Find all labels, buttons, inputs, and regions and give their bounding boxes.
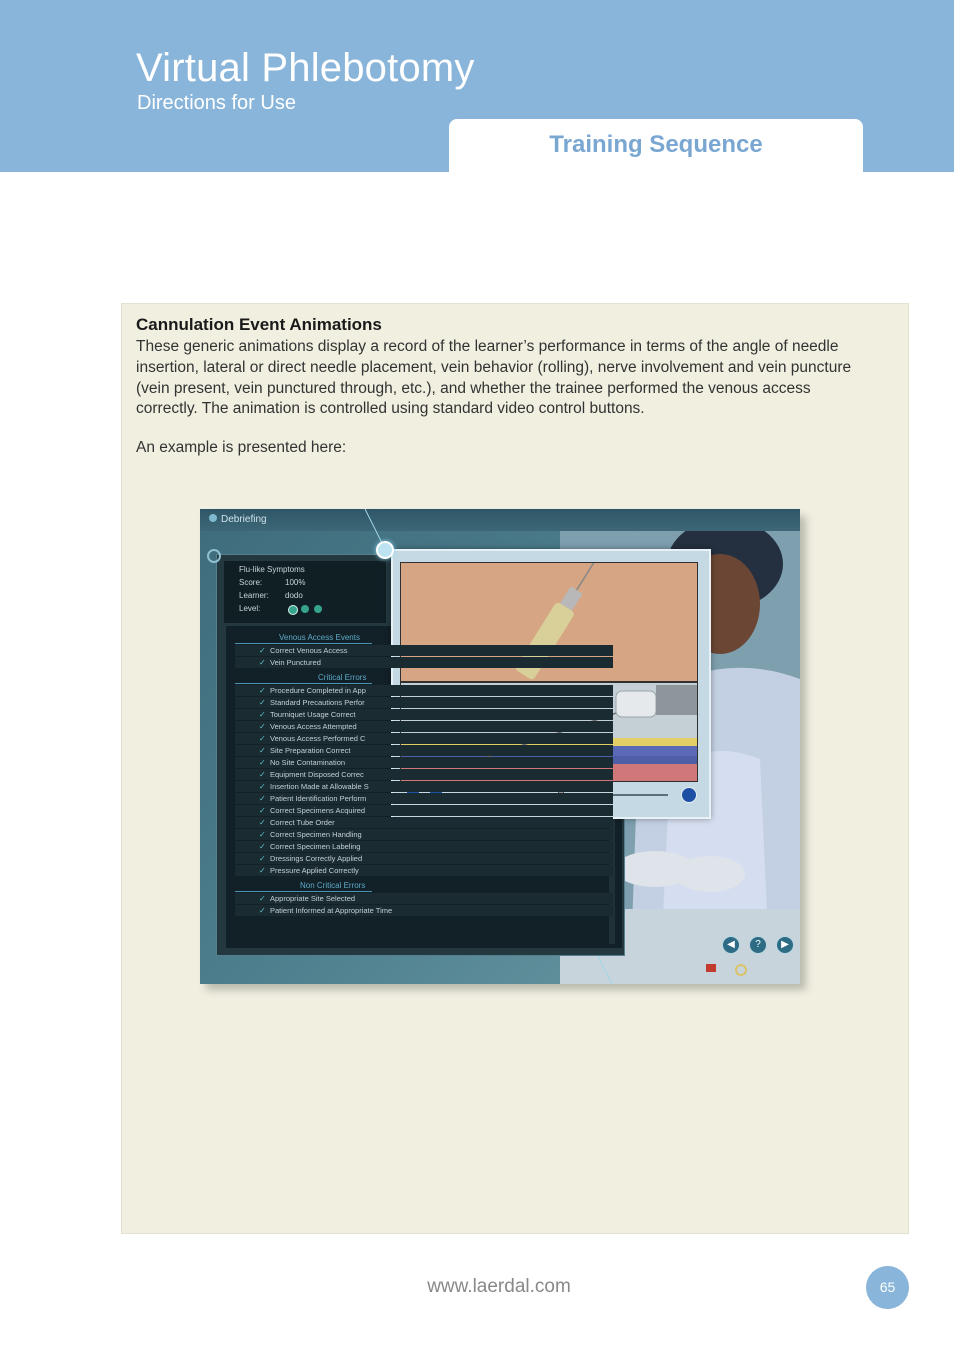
event-row[interactable]: [235, 697, 613, 708]
event-label: Appropriate Site Selected: [270, 894, 356, 903]
page-number: 65: [866, 1266, 909, 1309]
check-icon: ✓: [259, 746, 266, 755]
level-label: Level:: [239, 604, 261, 613]
check-icon: ✓: [259, 894, 266, 903]
event-label: Patient Informed at Appropriate Time: [270, 906, 393, 915]
event-label: Correct Tube Order: [270, 818, 335, 827]
event-row[interactable]: [235, 793, 613, 804]
category-divider: [235, 891, 372, 892]
check-icon: ✓: [259, 842, 266, 851]
check-icon: ✓: [259, 734, 266, 743]
back-arrow-icon[interactable]: ◀: [722, 936, 740, 954]
event-label: Procedure Completed in App: [270, 686, 366, 695]
help-icon[interactable]: ?: [749, 936, 767, 954]
event-label: Tourniquet Usage Correct: [270, 710, 356, 719]
event-row[interactable]: [235, 893, 613, 904]
event-label: Venous Access Attempted: [270, 722, 357, 731]
event-label: Correct Specimens Acquired: [270, 806, 366, 815]
animation-pin-icon[interactable]: [376, 541, 394, 559]
check-icon: ✓: [259, 698, 266, 707]
event-label: Equipment Disposed Correc: [270, 770, 364, 779]
learner-value: dodo: [285, 591, 303, 600]
event-label: Correct Venous Access: [270, 646, 348, 655]
example-intro: An example is presented here:: [136, 439, 347, 456]
event-row[interactable]: [235, 769, 613, 780]
section-tab-label: Training Sequence: [549, 131, 763, 158]
check-icon: ✓: [259, 658, 266, 667]
event-row[interactable]: [235, 865, 613, 876]
debriefing-screenshot: [200, 509, 800, 984]
check-icon: ✓: [259, 758, 266, 767]
check-icon: ✓: [259, 686, 266, 695]
event-label: Correct Specimen Labeling: [270, 842, 361, 851]
check-icon: ✓: [259, 710, 266, 719]
event-row[interactable]: [235, 733, 613, 744]
event-row[interactable]: [235, 685, 613, 696]
score-value: 100%: [285, 578, 306, 587]
event-row[interactable]: [235, 905, 613, 916]
event-label: Site Preparation Correct: [270, 746, 351, 755]
event-label: No Site Contamination: [270, 758, 346, 767]
check-icon: ✓: [259, 794, 266, 803]
category-heading: Critical Errors: [318, 673, 367, 682]
check-icon: ✓: [259, 830, 266, 839]
category-heading: Non Critical Errors: [300, 881, 366, 890]
window-title: Debriefing: [221, 514, 267, 525]
event-row[interactable]: [235, 853, 613, 864]
category-divider: [235, 643, 372, 644]
confirm-check-button[interactable]: [681, 787, 697, 803]
event-label: Insertion Made at Allowable S: [270, 782, 369, 791]
check-icon: ✓: [259, 770, 266, 779]
document-title: Virtual Phlebotomy: [136, 46, 475, 90]
event-row[interactable]: [235, 709, 613, 720]
forward-arrow-icon[interactable]: ▶: [776, 936, 794, 954]
document-subtitle: Directions for Use: [137, 92, 296, 114]
event-row[interactable]: [235, 829, 613, 840]
panel-pin-icon[interactable]: [207, 549, 221, 563]
event-label: Venous Access Performed C: [270, 734, 366, 743]
search-icon[interactable]: [735, 964, 747, 976]
level-dot-3: [314, 605, 322, 613]
score-label: Score:: [239, 578, 263, 587]
event-row[interactable]: [235, 745, 613, 756]
event-label: Vein Punctured: [270, 658, 321, 667]
event-row[interactable]: [235, 817, 613, 828]
event-row[interactable]: [235, 781, 613, 792]
section-heading: Cannulation Event Animations: [136, 315, 382, 334]
event-row[interactable]: [235, 841, 613, 852]
section-body: These generic animations display a record of the learner’s performance in terms of the angle of needle insertion, lateral or direct needle placement, vein behavior (rolling), nerve involvement and vein puncture (vein present, vein punctured through, etc.), and whether the trainee performed the venous access correctly. The animation is controlled using standard video control buttons.: [136, 338, 852, 418]
check-icon: ✓: [259, 866, 266, 875]
case-info-box: [224, 561, 386, 623]
event-label: Standard Precautions Perfor: [270, 698, 365, 707]
event-row[interactable]: [235, 645, 613, 656]
event-row[interactable]: [235, 721, 613, 732]
event-label: Patient Identification Perform: [270, 794, 367, 803]
category-divider: [235, 683, 372, 684]
check-icon: ✓: [259, 906, 266, 915]
check-icon: ✓: [259, 854, 266, 863]
event-row[interactable]: [235, 657, 613, 668]
check-icon: ✓: [259, 722, 266, 731]
category-heading: Venous Access Events: [279, 633, 360, 642]
event-label: Dressings Correctly Applied: [270, 854, 363, 863]
footer-url[interactable]: www.laerdal.com: [427, 1276, 571, 1297]
check-icon: ✓: [259, 782, 266, 791]
level-dot-2: [301, 605, 309, 613]
level-dot-1: [288, 605, 298, 615]
check-icon: ✓: [259, 806, 266, 815]
check-icon: ✓: [259, 818, 266, 827]
learner-label: Learner:: [239, 591, 269, 600]
event-row[interactable]: [235, 805, 613, 816]
case-name: Flu-like Symptoms: [239, 565, 305, 574]
event-label: Correct Specimen Handling: [270, 830, 362, 839]
event-row[interactable]: [235, 757, 613, 768]
home-icon[interactable]: [706, 964, 716, 972]
event-label: Pressure Applied Correctly: [270, 866, 359, 875]
check-icon: ✓: [259, 646, 266, 655]
